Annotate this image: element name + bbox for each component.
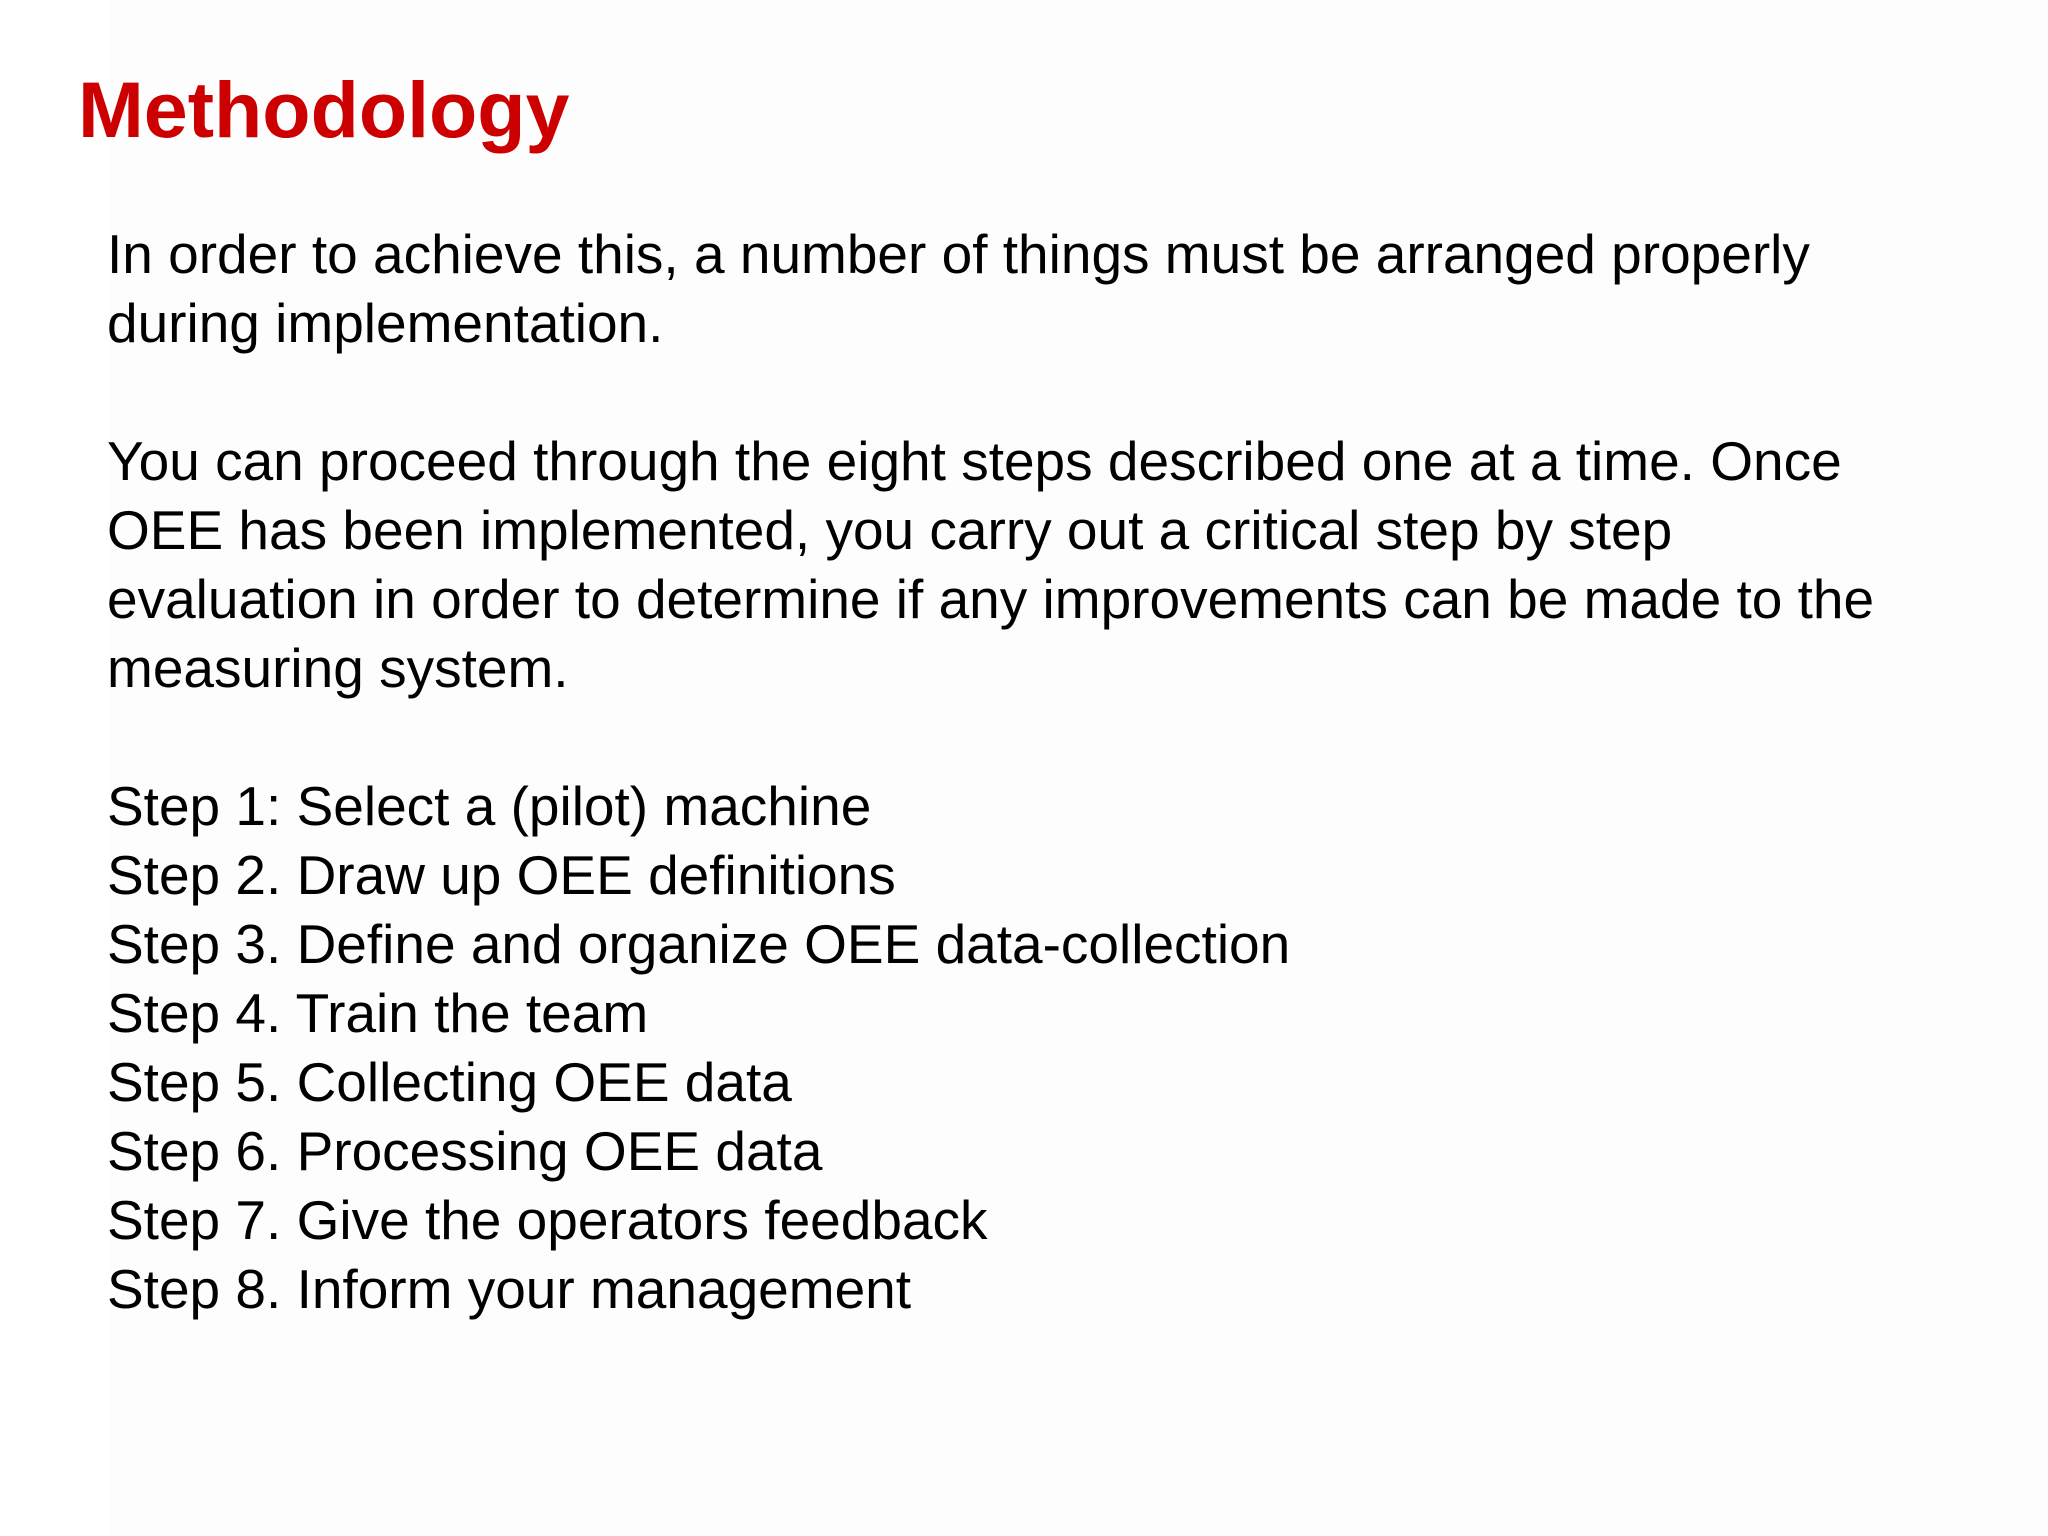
slide-body [107,220,1987,1324]
paragraph-spacer [107,703,1987,772]
step-item: Step 5. Collecting OEE data [107,1051,792,1113]
process-paragraph [107,427,1987,703]
intro-paragraph-line: In order to achieve this, a number of things must be arranged properly [107,223,1810,285]
step-item: Step 4. Train the team [107,982,649,1044]
intro-paragraph-line: during implementation. [107,292,664,354]
process-paragraph-line: measuring system. [107,637,569,699]
step-item: Step 6. Processing OEE data [107,1120,823,1182]
step-item: Step 8. Inform your management [107,1258,912,1320]
paragraph-spacer [107,358,1987,427]
slide-title: Methodology [78,65,570,154]
step-item: Step 7. Give the operators feedback [107,1189,988,1251]
steps-list [107,772,1987,1324]
process-paragraph-line: You can proceed through the eight steps described one at a time. Once [107,430,1842,492]
intro-paragraph [107,220,1987,358]
process-paragraph-line: evaluation in order to determine if any improvements can be made to the [107,568,1875,630]
step-item: Step 3. Define and organize OEE data-collection [107,913,1291,975]
step-item: Step 2. Draw up OEE definitions [107,844,896,906]
step-item: Step 1: Select a (pilot) machine [107,775,872,837]
process-paragraph-line: OEE has been implemented, you carry out a critical step by step [107,499,1673,561]
